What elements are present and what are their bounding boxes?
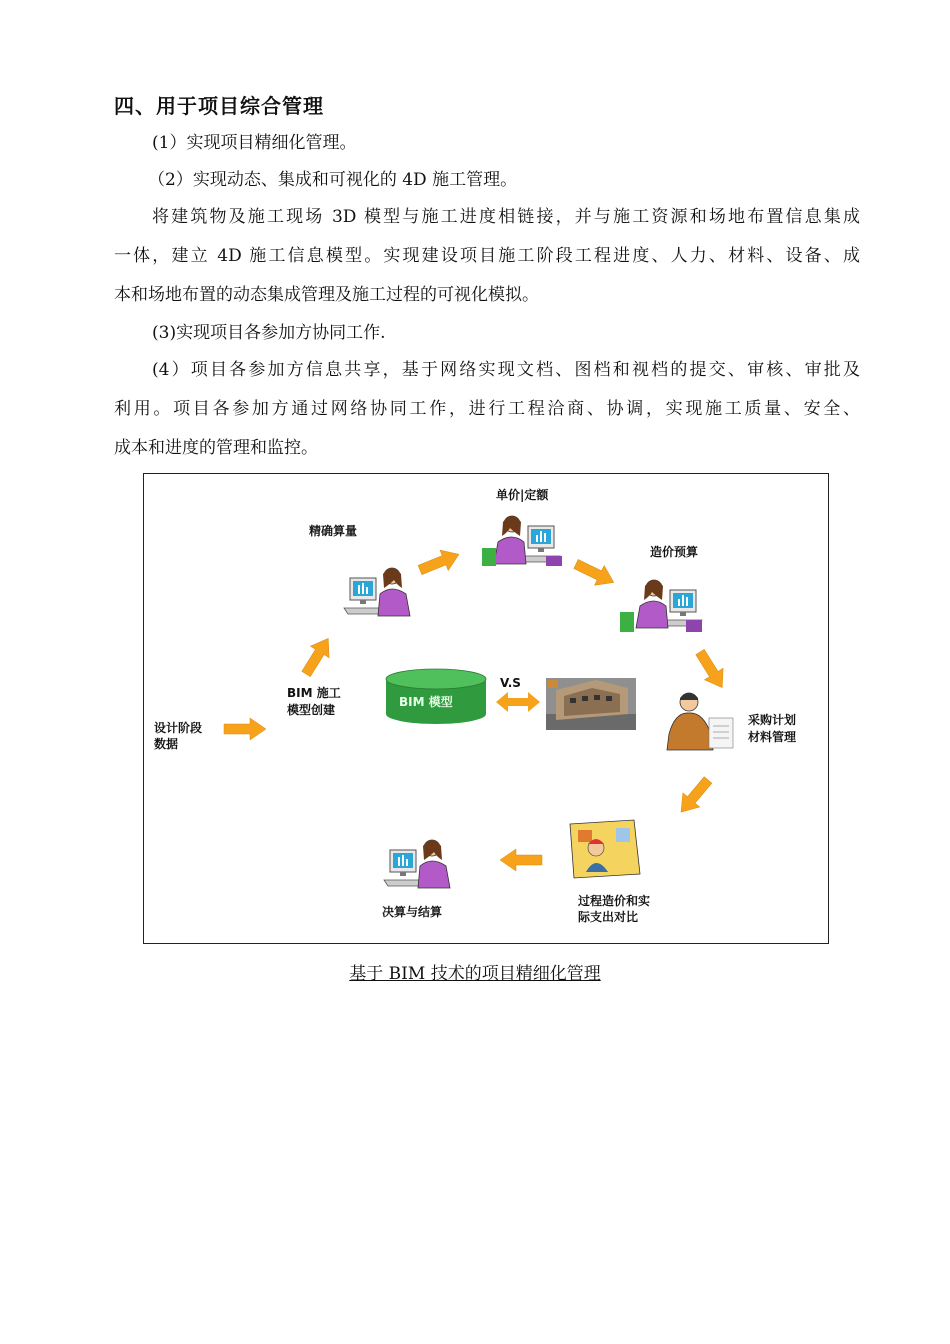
figure-caption-text: 基于 BIM 技术的项目精细化管理 <box>349 964 601 984</box>
books-icon <box>482 548 496 566</box>
paragraph-5 <box>114 351 860 468</box>
arrow-icon <box>673 773 717 819</box>
text-line: （2）实现动态、集成和可视化的 4D 施工管理。 <box>148 170 518 190</box>
arrow-icon <box>691 646 732 693</box>
computer-woman-icon <box>344 568 410 616</box>
building-site-image <box>546 678 636 730</box>
text-line: 将建筑物及施工现场 3D 模型与施工进度相链接，并与施工资源和场地布置信息集成 <box>152 207 860 227</box>
node-process-cost-label-2: 际支出对比 <box>578 910 639 924</box>
node-process-cost-label-1: 过程造价和实 <box>578 894 651 908</box>
books-icon <box>686 620 702 632</box>
node-precise-calc-label: 精确算量 <box>309 524 358 538</box>
bim-model-label: BIM 模型 <box>399 695 453 709</box>
arrow-icon <box>297 633 338 680</box>
text-line: 本和场地布置的动态集成管理及施工过程的可视化模拟。 <box>114 285 539 305</box>
arrow-icon <box>500 849 542 871</box>
paragraph-2 <box>114 161 860 200</box>
businessman-icon <box>667 693 733 750</box>
text-line: 成本和进度的管理和监控。 <box>114 438 318 458</box>
text-line: (3)实现项目各参加方协同工作. <box>152 323 386 343</box>
node-settlement-label: 决算与结算 <box>382 905 443 919</box>
node-procurement-label-2: 材料管理 <box>748 730 797 744</box>
node-design-data-label-1: 设计阶段 <box>154 721 203 735</box>
arrow-icon <box>571 554 618 592</box>
text-line: (1）实现项目精细化管理。 <box>152 133 357 153</box>
bim-management-diagram <box>143 473 829 944</box>
paragraph-3 <box>114 198 860 315</box>
double-arrow-icon <box>496 692 540 712</box>
node-unit-price-label: 单价|定额 <box>496 488 549 502</box>
arrow-icon <box>416 544 463 580</box>
node-procurement-label-1: 采购计划 <box>748 713 797 727</box>
paragraph-1 <box>114 124 860 163</box>
text-line: 利用。项目各参加方通过网络协同工作，进行工程洽商、协调，实现施工质量、安全、 <box>114 399 860 419</box>
figure-caption <box>0 959 950 984</box>
bim-model-cylinder <box>386 669 486 724</box>
text-line: (4）项目各参加方信息共享，基于网络实现文档、图档和视档的提交、审核、审批及 <box>152 360 860 380</box>
map-reader-icon <box>570 820 640 878</box>
books-icon <box>620 612 634 632</box>
node-design-data-label-2: 数据 <box>154 737 179 751</box>
books-icon <box>546 556 562 566</box>
node-bim-create-label-2: 模型创建 <box>287 703 336 717</box>
arrow-icon <box>224 718 266 740</box>
node-cost-budget-label: 造价预算 <box>650 545 699 559</box>
computer-woman-icon <box>384 840 450 888</box>
vs-label: V.S <box>500 676 521 690</box>
node-bim-create-label-1: BIM 施工 <box>287 686 341 700</box>
paragraph-4 <box>114 314 860 353</box>
text-line: 一体，建立 4D 施工信息模型。实现建设项目施工阶段工程进度、人力、材料、设备、成 <box>114 246 860 266</box>
section-heading: 四、用于项目综合管理 <box>114 94 324 118</box>
